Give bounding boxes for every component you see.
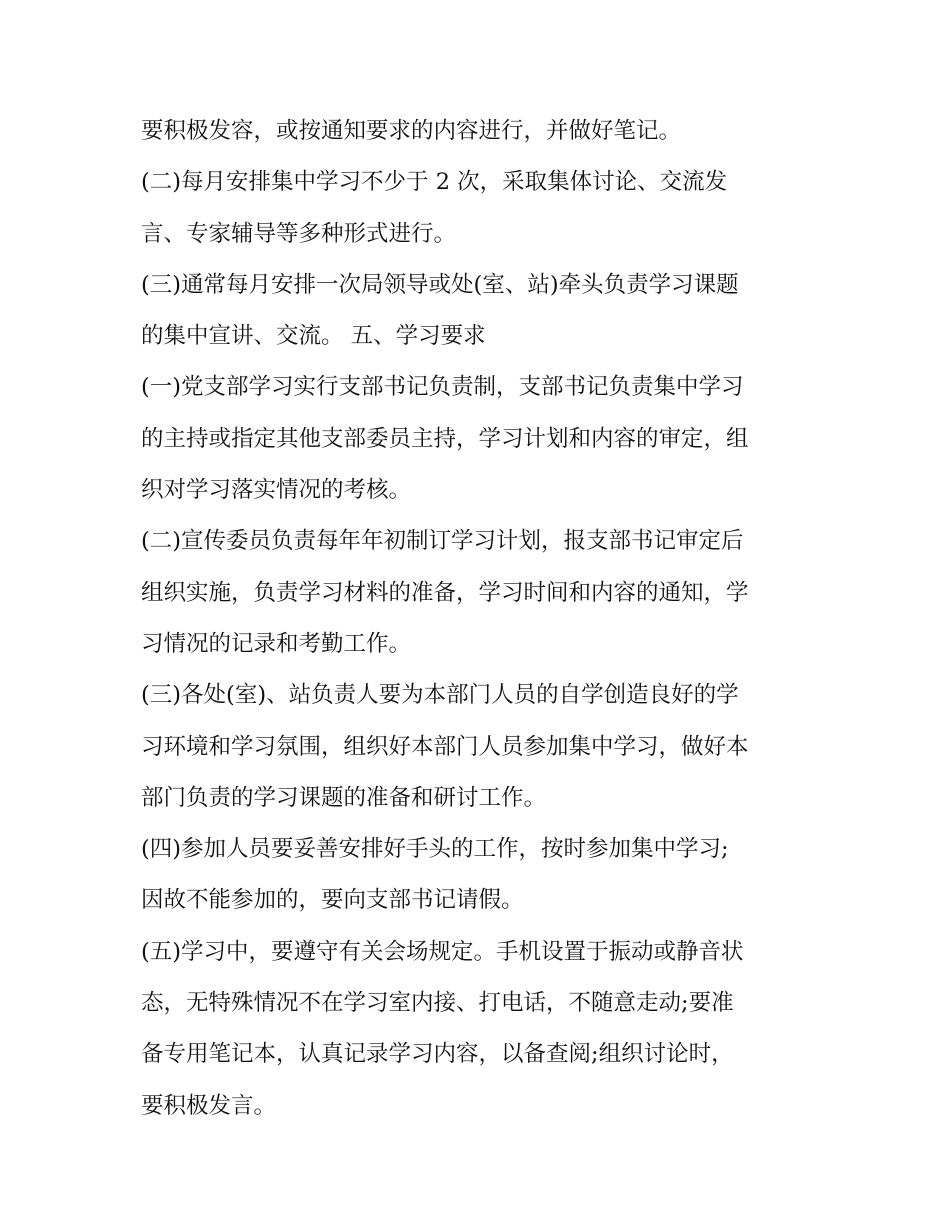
text-line: 备专用笔记本，认真记录学习内容，以备查阅;组织讨论时， (141, 1041, 734, 1068)
text-line: 组织实施，负责学习材料的准备，学习时间和内容的通知，学 (141, 579, 749, 606)
text-line: (三)各处(室)、站负责人要为本部门人员的自学创造良好的学 (141, 682, 739, 709)
text-line: (三)通常每月安排一次局领导或处(室、站)牵头负责学习课题 (141, 271, 739, 298)
text-line: 织对学习落实情况的考核。 (141, 477, 412, 504)
text-line: 言、专家辅导等多种形式进行。 (141, 220, 457, 247)
text-line: 的集中宣讲、交流。 五、学习要求 (141, 323, 486, 350)
document-body (141, 106, 841, 1132)
text-line: (二)宣传委员负责每年年初制订学习计划，报支部书记审定后 (141, 528, 744, 555)
text-line: 要积极发容，或按通知要求的内容进行，并做好笔记。 (141, 118, 682, 144)
text-line: 习情况的记录和考勤工作。 (141, 630, 412, 657)
text-line: 因故不能参加的，要向支部书记请假。 (141, 887, 524, 914)
text-line: 部门负责的学习课题的准备和研讨工作。 (141, 784, 547, 811)
text-line: 态，无特殊情况不在学习室内接、打电话，不随意走动;要准 (141, 990, 734, 1017)
text-line: 要积极发言。 (141, 1092, 277, 1119)
text-line: (五)学习中，要遵守有关会场规定。手机设置于振动或静音状 (141, 938, 744, 965)
text-line: (二)每月安排集中学习不少于 2 次，采取集体讨论、交流发 (141, 169, 728, 196)
text-line: (一)党支部学习实行支部书记负责制，支部书记负责集中学习 (141, 374, 744, 401)
text-line: (四)参加人员要妥善安排好手头的工作，按时参加集中学习; (141, 836, 729, 863)
text-line: 的主持或指定其他支部委员主持，学习计划和内容的审定，组 (141, 425, 749, 452)
text-line: 习环境和学习氛围，组织好本部门人员参加集中学习，做好本 (141, 733, 749, 760)
